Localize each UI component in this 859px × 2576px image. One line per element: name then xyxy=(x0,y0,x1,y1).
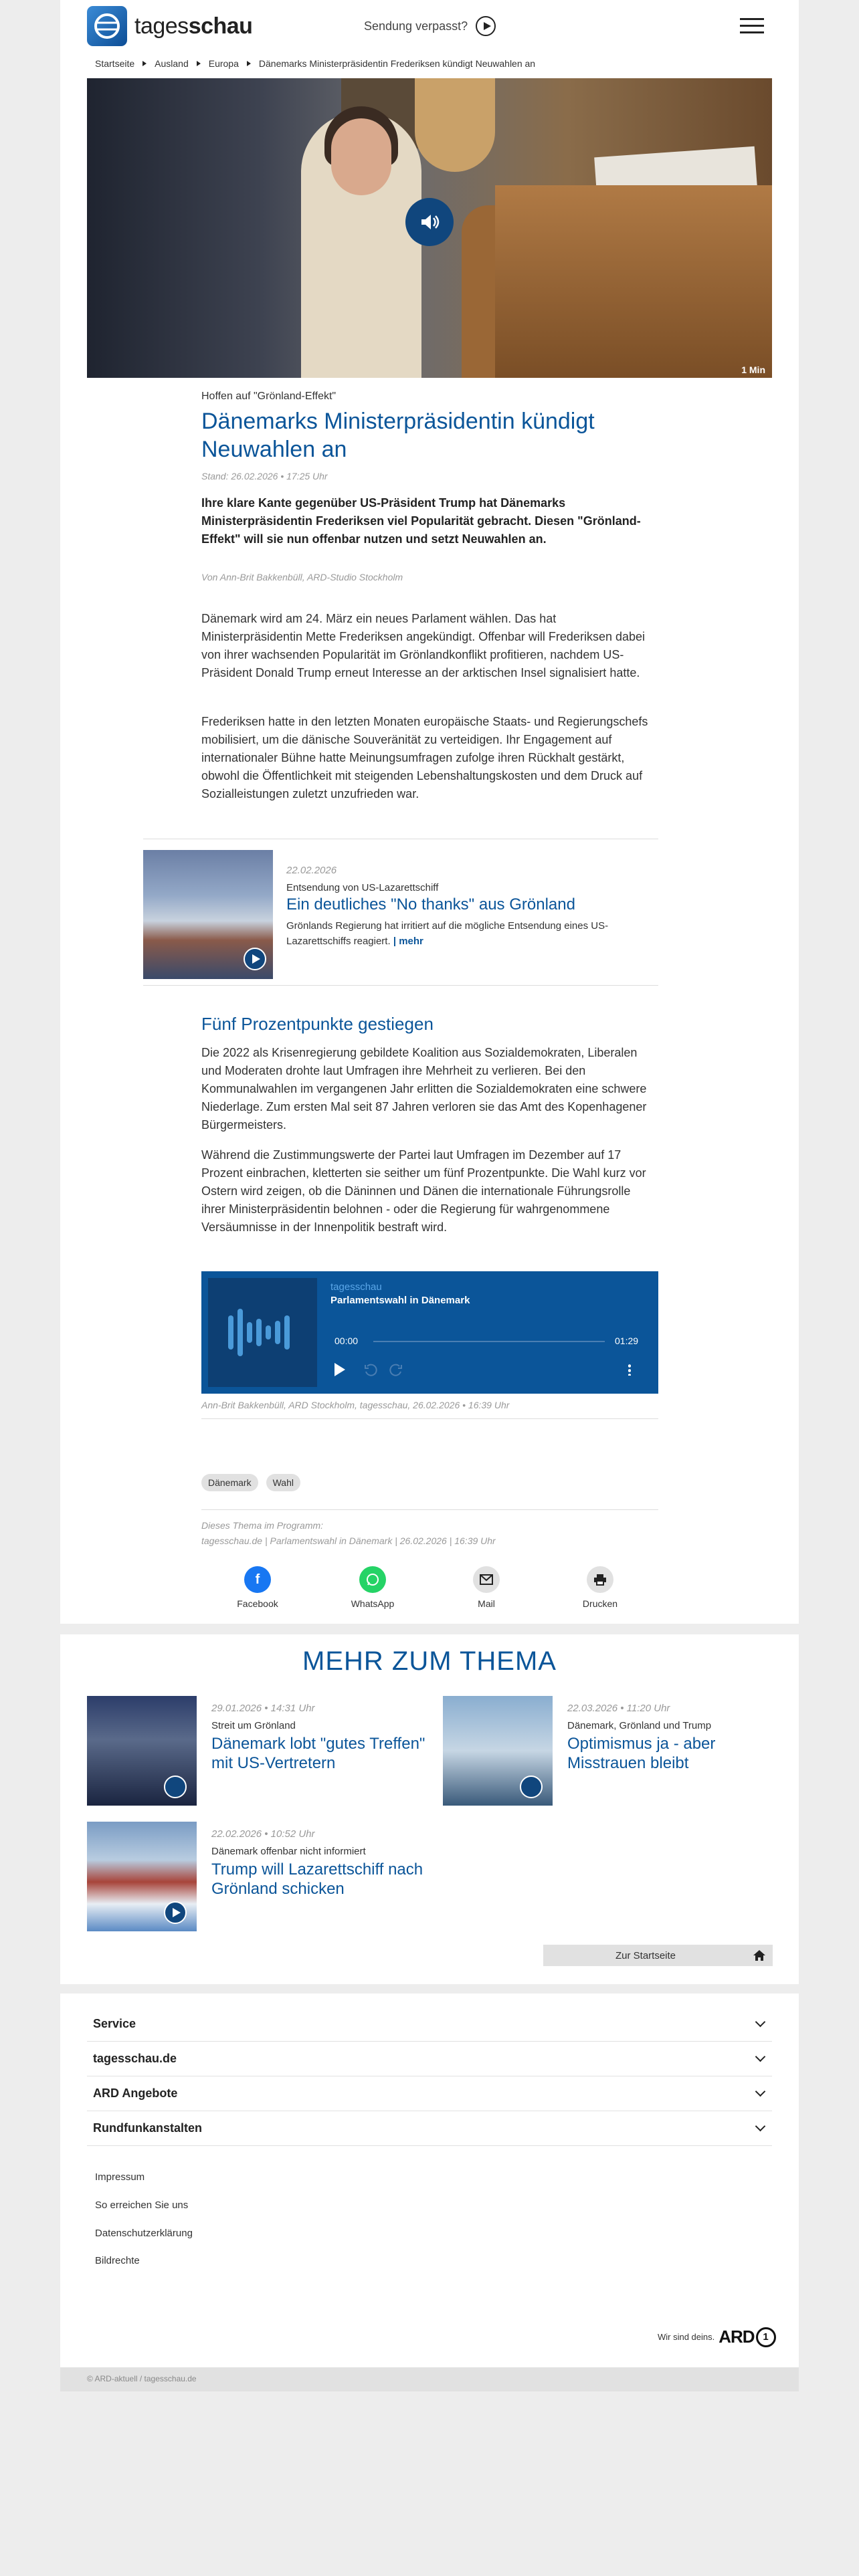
site-header xyxy=(60,0,799,53)
play-circle-icon xyxy=(476,16,496,36)
teaser-more-link[interactable]: | mehr xyxy=(393,936,423,947)
logo-text: tagesschau xyxy=(134,13,253,39)
footer-section-ard-angebote[interactable]: ARD Angebote xyxy=(87,2076,772,2111)
teaser-date: 22.02.2026 xyxy=(286,865,337,876)
breadcrumb-separator-icon xyxy=(142,61,147,66)
ard-logo[interactable] xyxy=(658,2327,776,2347)
related-article[interactable]: 29.01.2026 • 14:31 Uhr Streit um Grönland Dänemark lobt "gutes Treffen" mit US-Vertretern xyxy=(87,1696,428,1806)
facebook-icon: f xyxy=(244,1566,271,1593)
teaser-kicker: Entsendung von US-Lazarettschiff xyxy=(286,882,439,893)
menu-icon[interactable] xyxy=(740,18,764,34)
breadcrumb-separator-icon xyxy=(247,61,251,66)
tag-list xyxy=(201,1474,308,1491)
article-paragraph: Frederiksen hatte in den letzten Monaten europäische Staats- und Regierungschefs mobilisiert, um die dänische Souveränität zu verteidigen. Ihr Engagement auf internationaler Bühne hatte Meinungsumfragen zufolge ihren Rückhalt gestärkt, obwohl die Öffentlichkeit mit steigenden Lebenshaltungskosten und dem Druck auf Sozialleistungen zuletzt unzufrieden war. xyxy=(201,715,648,800)
sendung-verpasst-label: Sendung verpasst? xyxy=(364,19,468,33)
chevron-down-icon xyxy=(755,2052,766,2062)
breadcrumb xyxy=(95,58,535,69)
footer-link-kontakt[interactable]: So erreichen Sie uns xyxy=(95,2199,189,2211)
speaker-icon[interactable] xyxy=(405,198,454,246)
breadcrumb-current: Dänemarks Ministerpräsidentin Frederiksen kündigt Neuwahlen an xyxy=(258,58,536,69)
article-paragraph: Dänemark wird am 24. März ein neues Parlament wählen. Das hat Ministerpräsidentin Mette Frederiksen angekündigt. Offenbar will Frederiksen dabei von ihrer wachsenden Popularität im Grönlandkonflikt profitieren, nachdem US-Präsident Donald Trump erneut Interesse an der arktischen Insel signalisiert hatte. xyxy=(201,612,646,679)
home-icon xyxy=(753,1949,766,1961)
article-paragraph: Während die Zustimmungswerte der Partei laut Umfragen im Dezember auf 17 Prozent einbrachen, kletterten sie seither um fünf Prozentpunkte. Die Wahl kurz vor Ostern wird zeigen, ob die Däninnen und Dänen die internationale Führungsrolle ihrer Ministerpräsidentin belohnen - oder die Regierung für wahrgenommene Versäumnisse in der Innenpolitik bestraft wird. xyxy=(201,1148,646,1234)
teaser-text: Grönlands Regierung hat irritiert auf die mögliche Entsendung eines US-Lazarettschiffs reagiert. xyxy=(286,920,609,947)
audio-total-time: 01:29 xyxy=(615,1335,639,1346)
breadcrumb-separator-icon xyxy=(197,61,201,66)
page xyxy=(60,0,799,1624)
footer-section-service[interactable]: Service xyxy=(87,2007,772,2042)
video-duration: 1 Min xyxy=(741,364,765,375)
footer-section-rundfunkanstalten[interactable]: Rundfunkanstalten xyxy=(87,2111,772,2146)
share-mail-button[interactable]: Mail xyxy=(460,1566,513,1609)
share-whatsapp-button[interactable]: WhatsApp xyxy=(346,1566,399,1609)
related-image xyxy=(87,1822,197,1931)
hero-video[interactable] xyxy=(87,78,772,378)
program-text: tagesschau.de | Parlamentswahl in Dänemark | 26.02.2026 | 16:39 Uhr xyxy=(201,1535,496,1546)
article-title: Dänemarks Ministerpräsidentin kündigt Neuwahlen an xyxy=(201,409,595,462)
chevron-down-icon xyxy=(755,2017,766,2028)
play-icon[interactable] xyxy=(335,1363,345,1376)
ard-slogan: Wir sind deins. xyxy=(658,2332,715,2342)
audio-progress-track[interactable] xyxy=(373,1341,605,1342)
rewind-icon[interactable] xyxy=(363,1363,378,1378)
tagesschau-logo[interactable] xyxy=(87,6,252,46)
tagesschau-globe-icon xyxy=(87,6,127,46)
mail-icon xyxy=(473,1566,500,1593)
site-footer xyxy=(60,1994,799,2367)
main-content xyxy=(60,0,799,1624)
more-options-icon[interactable] xyxy=(628,1364,631,1376)
inline-teaser[interactable] xyxy=(143,839,658,986)
footer-link-bildrechte[interactable]: Bildrechte xyxy=(95,2255,140,2266)
footer-link-datenschutz[interactable]: Datenschutzerklärung xyxy=(95,2228,193,2239)
sendung-verpasst-link[interactable] xyxy=(364,16,496,36)
breadcrumb-startseite[interactable]: Startseite xyxy=(95,58,135,69)
related-article[interactable]: 22.02.2026 • 10:52 Uhr Dänemark offenbar nicht informiert Trump will Lazarettschiff nach Grönland schicken xyxy=(87,1822,428,1932)
article-kicker: Hoffen auf "Grönland-Effekt" xyxy=(201,391,337,402)
breadcrumb-ausland[interactable]: Ausland xyxy=(155,58,189,69)
audio-current-time: 00:00 xyxy=(335,1335,359,1346)
mehr-wrapper xyxy=(60,1634,799,1984)
share-facebook-button[interactable]: f Facebook xyxy=(231,1566,284,1609)
tag-daenemark[interactable]: Dänemark xyxy=(201,1474,258,1491)
print-icon xyxy=(587,1566,613,1593)
breadcrumb-europa[interactable]: Europa xyxy=(208,58,239,69)
audio-player xyxy=(201,1271,658,1394)
ard-wordmark: ARD xyxy=(719,2327,755,2347)
ard-one-icon: 1 xyxy=(756,2327,776,2347)
whatsapp-icon xyxy=(359,1566,386,1593)
speaker-icon xyxy=(164,1776,187,1798)
program-label: Dieses Thema im Programm: xyxy=(201,1520,324,1531)
tag-wahl[interactable]: Wahl xyxy=(266,1474,300,1491)
article-paragraph: Die 2022 als Krisenregierung gebildete Koalition aus Sozialdemokraten, Liberalen und Moderaten drohte laut Umfragen ihre Mehrheit zu verlieren. Bei den Kommunalwahlen im vergangenen Jahr erlitten die Sozialdemokraten eine schwere Niederlage. Zum ersten Mal seit 87 Jahren verloren sie das Amt des Kopenhagener Bürgermeisters. xyxy=(201,1046,647,1132)
speaker-icon xyxy=(520,1776,543,1798)
related-image xyxy=(87,1696,197,1806)
related-article[interactable]: 22.03.2026 • 11:20 Uhr Dänemark, Grönland und Trump Optimismus ja - aber Misstrauen bleibt xyxy=(443,1696,784,1806)
footer-section-tagesschau[interactable]: tagesschau.de xyxy=(87,2042,772,2076)
section-heading: Fünf Prozentpunkte gestiegen xyxy=(201,1014,434,1034)
share-print-button[interactable]: Drucken xyxy=(573,1566,627,1609)
footer-link-impressum[interactable]: Impressum xyxy=(95,2171,145,2183)
forward-icon[interactable] xyxy=(389,1363,403,1378)
audio-source: tagesschau xyxy=(330,1281,382,1293)
play-icon xyxy=(244,948,266,970)
program-info xyxy=(201,1509,658,1549)
mehr-zum-thema-section xyxy=(60,1634,799,1984)
related-image xyxy=(443,1696,553,1806)
play-icon xyxy=(164,1901,187,1924)
article-lead: Ihre klare Kante gegenüber US-Präsident Trump hat Dänemarks Ministerpräsidentin Frederiksen viel Popularität gebracht. Diesen "Grönland-Effekt" will sie nun offenbar nutzen und setzt Neuwahlen an. xyxy=(201,496,641,546)
article-author: Von Ann-Brit Bakkenbüll, ARD-Studio Stockholm xyxy=(201,572,403,582)
chevron-down-icon xyxy=(755,2121,766,2132)
copyright: © ARD-aktuell / tagesschau.de xyxy=(60,2367,799,2391)
zur-startseite-button[interactable]: Zur Startseite xyxy=(543,1945,773,1966)
teaser-image xyxy=(143,850,273,979)
audio-title: Parlamentswahl in Dänemark xyxy=(330,1295,470,1306)
teaser-title: Ein deutliches "No thanks" aus Grönland xyxy=(286,895,575,914)
mehr-heading: MEHR ZUM THEMA xyxy=(302,1646,557,1676)
chevron-down-icon xyxy=(755,2086,766,2097)
audio-caption: Ann-Brit Bakkenbüll, ARD Stockholm, tagesschau, 26.02.2026 • 16:39 Uhr xyxy=(201,1400,658,1419)
article-date: Stand: 26.02.2026 • 17:25 Uhr xyxy=(201,471,328,481)
audio-waveform-icon xyxy=(208,1278,317,1387)
